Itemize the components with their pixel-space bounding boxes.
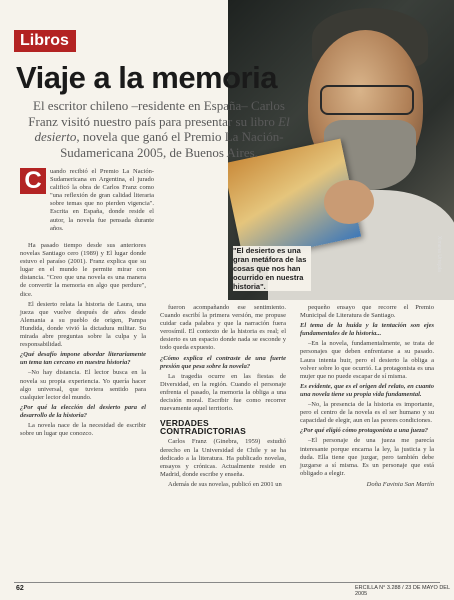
- byline: Doña Favinia San Martín: [366, 480, 434, 488]
- paragraph: –En la novela, fundamentalmente, se trata de personajes que deben enfrentarse a su pasado. Laura intenta huir, pero el desierto la obliga a volver sobre lo que ocurrió. La protagonista es una mujer que no puede escapar de sí misma.: [300, 340, 434, 380]
- column-1-intro: uando recibió el Premio La Nación-Sudamericana en Argentina, el jurado calificó la obra de Carlos Franz como "una reflexión de gran calidad literaria sobre temas que no pierden vigencia". Escrita en España, donde reside el autor, la novela fue pensada durante años.: [50, 168, 154, 232]
- deck-book-title: El desierto: [34, 113, 290, 144]
- paragraph: La novela nace de la necesidad de escribir sobre un lugar que conozco.: [20, 421, 146, 438]
- paragraph: –No hay distancia. El lector busca en la novela su propia experiencia. Yo quería hacer algo universal, que tuviera sentido para cualquier lector del mundo.: [20, 369, 146, 401]
- headline: Viaje a la memoria: [16, 60, 277, 95]
- column-1: [20, 168, 154, 440]
- paragraph: pequeño ensayo que recorre el Premio Municipal de Literatura de Santiago.: [300, 304, 434, 320]
- photo-glasses: [320, 85, 414, 115]
- paragraph: fueron acompañando ese sentimiento. Cuando escribí la primera versión, me propuse cuidar cada palabra y que la narración fuera verosímil. El contexto de la historia es real; el desierto es un espacio donde nada se esconde y todo queda expuesto.: [160, 304, 286, 352]
- column-3: [300, 304, 434, 491]
- deck-text-before: El escritor chileno –residente en España– Carlos Franz visitó nuestro país para presentar su libro: [28, 98, 285, 129]
- photo-hand: [324, 180, 374, 224]
- paragraph: –No, la presencia de la historia es importante, pero el centro de la novela es el ser humano y su capacidad de elegir, aun en las peores condiciones.: [300, 401, 434, 425]
- paragraph: Carlos Franz (Ginebra, 1959) estudió derecho en la Universidad de Chile y se ha dedicado a la literatura. Ha publicado novelas, ensayos y crónicas. Actualmente reside en Madrid, donde escribe y enseña.: [160, 438, 286, 478]
- paragraph: Ha pasado tiempo desde sus anteriores novelas Santiago cero (1989) y El lugar donde estuvo el paraíso (2001). Franz explica que su lugar en el mundo le permite mirar con distancia. "Creo que una novela es una manera de convertir la memoria en algo que perdure", dice.: [20, 242, 146, 298]
- question: ¿Por qué la elección del desierto para el desarrollo de la historia?: [20, 403, 146, 419]
- deck: [28, 98, 290, 160]
- photo-caption: "El desierto es una gran metáfora de las cosas que nos han ocurrido en nuestra historia".: [233, 246, 311, 291]
- drop-cap: C: [20, 168, 46, 194]
- paragraph: –El personaje de una jueza me parecía interesante porque encarna la ley, la justicia y la duda. Ella tiene que juzgar, pero también debe juzgarse a sí misma. Es un personaje que está obligado a elegir.: [300, 437, 434, 477]
- issue-info: ERCILLA N° 3.288 / 23 DE MAYO DEL 2005: [355, 585, 450, 597]
- subheading: VERDADES CONTRADICTORIAS: [160, 418, 246, 437]
- photo-credit: Ximena Urrejola: [436, 236, 442, 272]
- question: ¿Cómo explica el contraste de una fuerte presión que pesa sobre la novela?: [160, 354, 286, 370]
- paragraph: Además de sus novelas, publicó en 2001 un: [168, 480, 282, 488]
- page-number: 62: [16, 585, 24, 592]
- column-1-body: [20, 242, 146, 438]
- question: ¿Qué desafío impone abordar literariamente un tema tan cercano en nuestra historia?: [20, 351, 146, 367]
- question: Es evidente, que es el origen del relato, en cuanto una novela tiene su propia vida fundamental.: [300, 382, 434, 398]
- question: ¿Por qué eligió cómo protagonista a una jueza?: [300, 427, 429, 435]
- column-2: [160, 304, 286, 491]
- section-label: Libros: [14, 30, 76, 52]
- footer-rule: [14, 582, 440, 583]
- deck-text-after: , novela que ganó el Premio La Nación-Sudamericana 2005, de Buenos Aires.: [60, 129, 284, 160]
- paragraph: El desierto relata la historia de Laura, una jueza que vuelve después de años desde Alemania a su pueblo de origen, Pampa Hundida, donde vivió la dictadura militar. Su mirada abre preguntas sobre la culpa y la responsabilidad.: [20, 300, 146, 349]
- paragraph: La tragedia ocurre en las fiestas de Diversidad, en la región. Cuando el personaje enfrenta el pasado, la memoria la obliga a una decisión moral. Escribir fue como recorrer nuevamente aquel territorio.: [160, 372, 286, 413]
- question: El tema de la huida y la tentación son ejes fundamentales de la historia...: [300, 322, 434, 338]
